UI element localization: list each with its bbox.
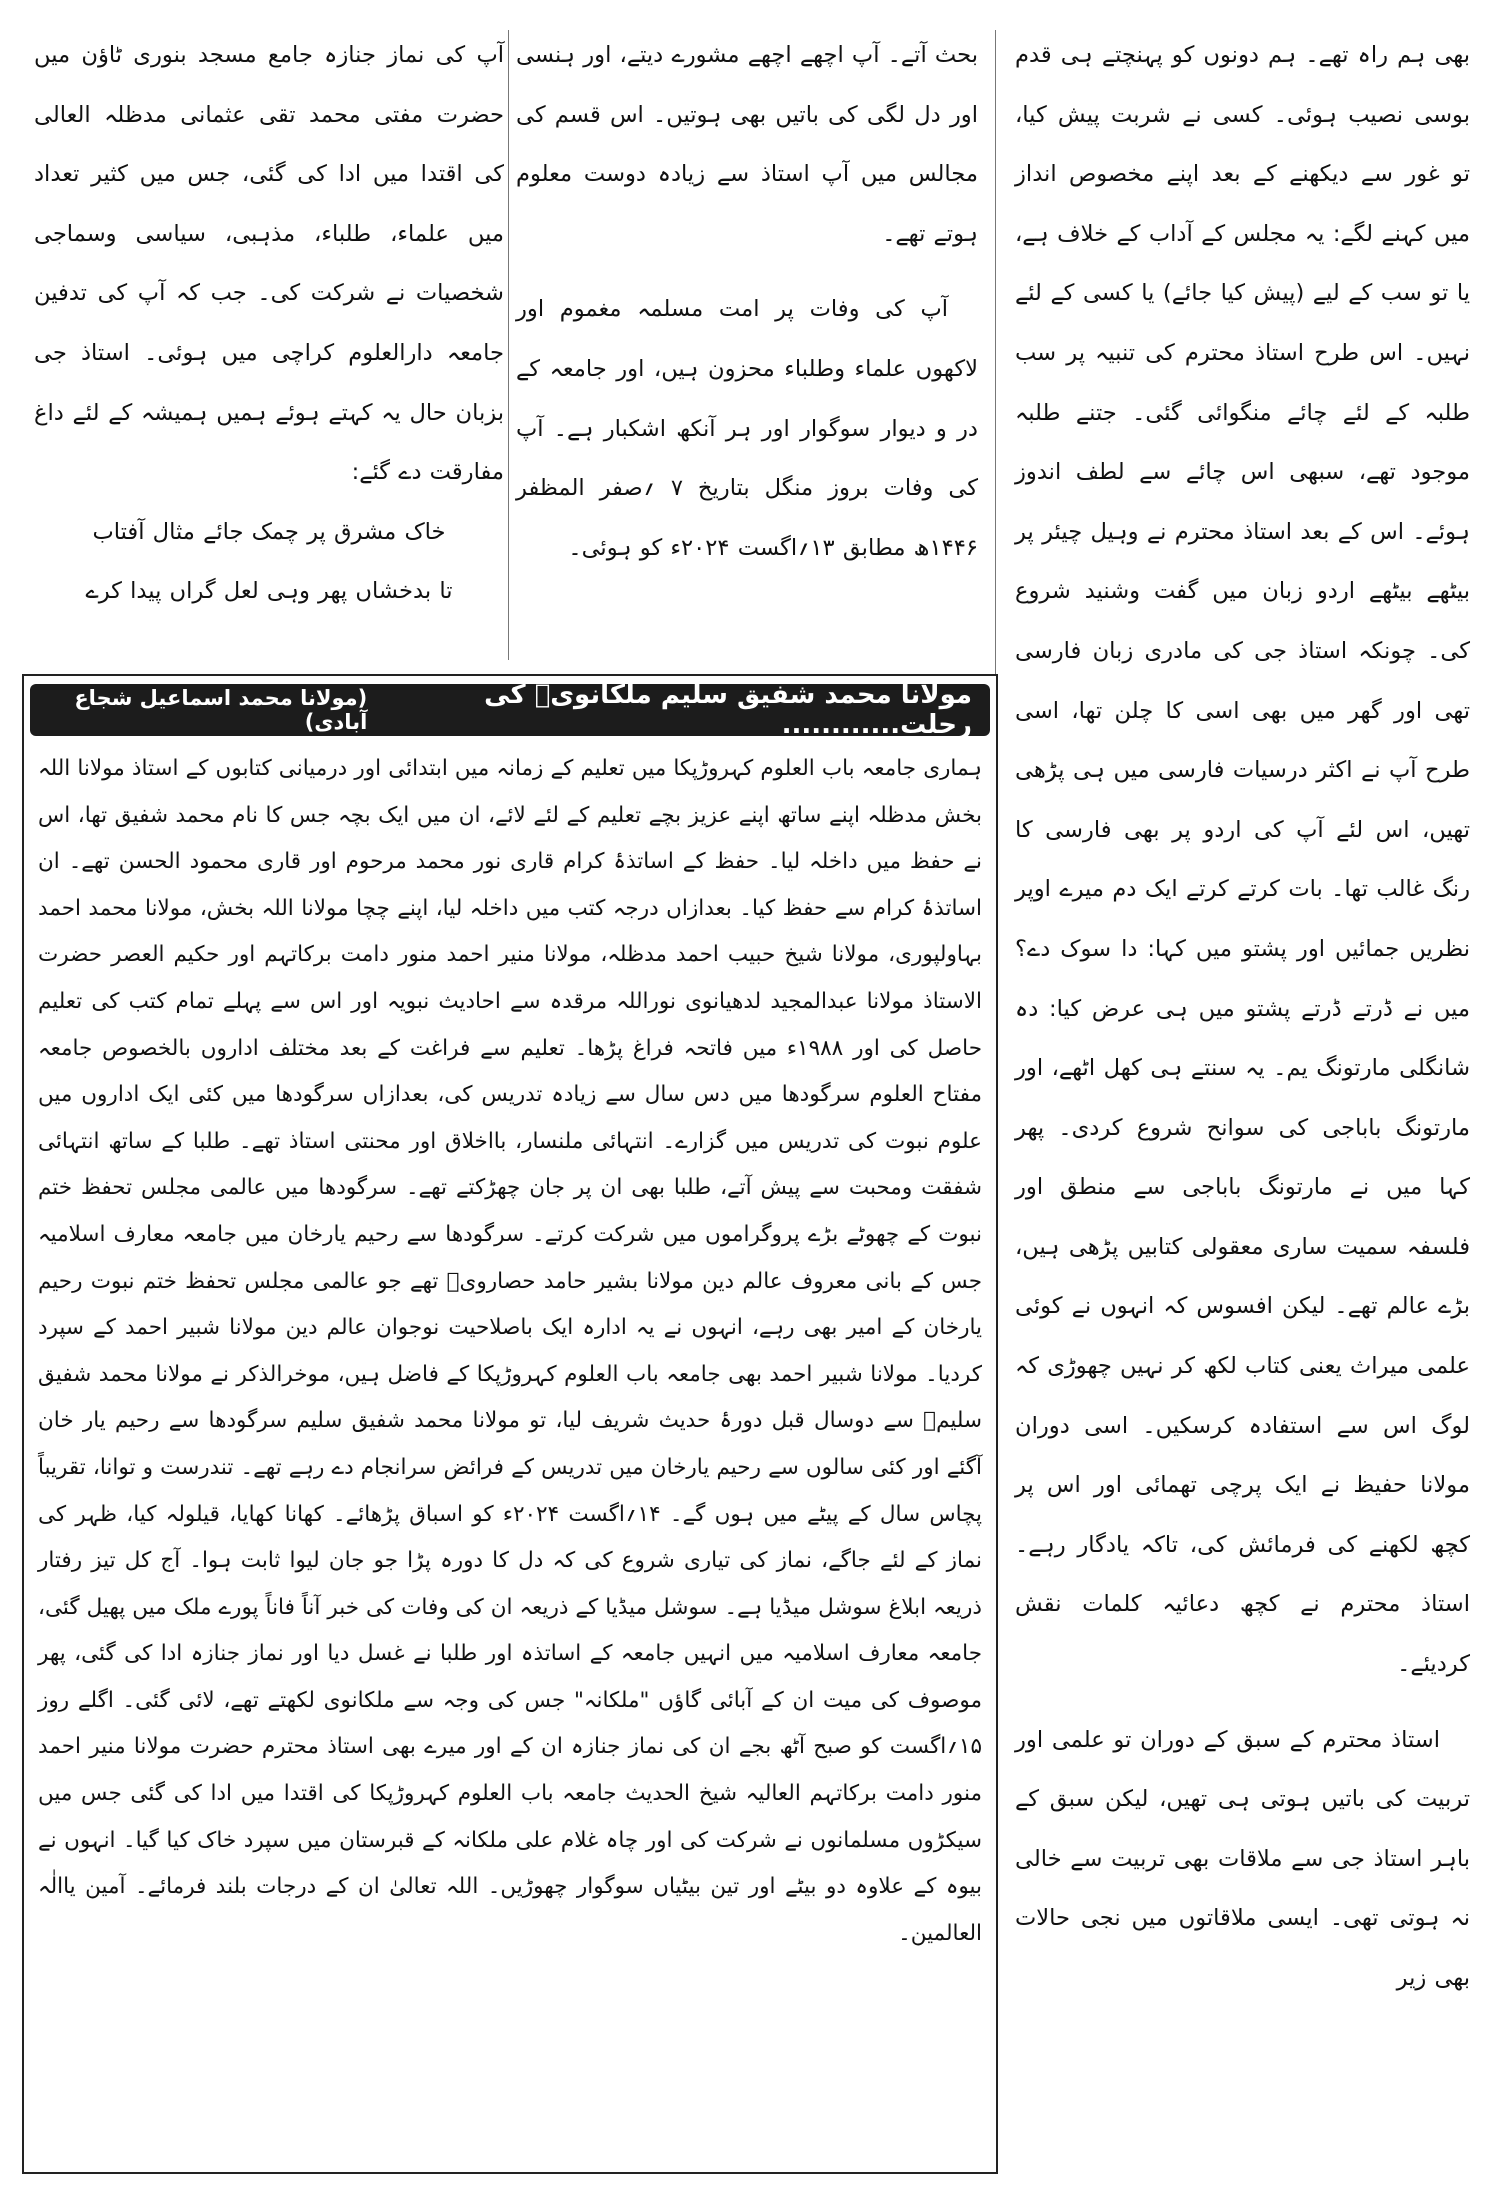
obituary-header: [30, 680, 990, 740]
obituary-title: مولانا محمد شفیق سلیم ملکانویؒ کی رحلت............: [484, 680, 972, 740]
obituary-body: [38, 746, 982, 2162]
verse-line: تا بدخشاں پھر وہی لعل گراں پیدا کرے: [85, 578, 453, 605]
right-column: [1015, 26, 1470, 2186]
middle-column-paragraph: بحث آتے۔ آپ اچھے اچھے مشورے دیتے، اور ہنسی اور دل لگی کی باتیں بھی ہوتیں۔ اس قسم کی مجالس میں آپ استاذ سے زیادہ دوست معلوم ہوتے تھے۔: [516, 42, 978, 247]
obituary-author: (مولانا محمد اسماعیل شجاع آبادی): [74, 686, 368, 734]
verse-line: خاک مشرق پر چمک جائے مثال آفتاب: [92, 518, 446, 545]
obituary-box: [22, 674, 998, 2174]
column-divider: [508, 30, 509, 660]
right-column-paragraph: استاذ محترم کے سبق کے دوران تو علمی اور تربیت کی باتیں ہوتی ہی تھیں، لیکن سبق کے باہر استاذ جی سے ملاقات بھی تربیت سے خالی نہ ہوتی تھی۔ ایسی ملاقاتوں میں نجی حالات بھی زیر: [1015, 1726, 1470, 1991]
left-column: [34, 26, 504, 666]
left-column-paragraph: آپ کی نماز جنازہ جامع مسجد بنوری ٹاؤن میں حضرت مفتی محمد تقی عثمانی مدظلہ العالی کی اقتدا میں ادا کی گئی، جس میں کثیر تعداد میں علماء، طلباء، مذہبی، سیاسی وسماجی شخصیات نے شرکت کی۔ جب کہ آپ کی تدفین جامعہ دارالعلوم کراچی میں ہوئی۔ استاذ جی بزبان حال یہ کہتے ہوئے ہمیں ہمیشہ کے لئے داغ مفارقت دے گئے:: [34, 42, 504, 486]
middle-column: [516, 26, 978, 666]
middle-column-paragraph: آپ کی وفات پر امت مسلمہ مغموم اور لاکھوں علماء وطلباء محزون ہیں، اور جامعہ کے در و دیوار سوگوار اور ہر آنکھ اشکبار ہے۔ آپ کی وفات بروز منگل بتاریخ ۷ ؍صفر المظفر ۱۴۴۶ھ مطابق ۱۳؍اگست ۲۰۲۴ء کو ہوئی۔: [516, 296, 978, 561]
obituary-paragraph: ہماری جامعہ باب العلوم کہروڑپکا میں تعلیم کے زمانہ میں ابتدائی اور درمیانی کتابوں کے استاذ مولانا اللہ بخش مدظلہ اپنے ساتھ اپنے عزیز بچے تعلیم کے لئے لائے، ان میں ایک بچہ جس کا نام محمد شفیق تھا، اس نے حفظ میں داخلہ لیا۔ حفظ کے اساتذۂ کرام قاری نور محمد مرحوم اور قاری محمود الحسن تھے۔ ان اساتذۂ کرام سے حفظ کیا۔ بعدازاں درجہ کتب میں داخلہ لیا، اپنے چچا مولانا اللہ بخش، مولانا محمد احمد بہاولپوری، مولانا شیخ حبیب احمد مدظلہ، مولانا منیر احمد منور دامت برکاتہم اور حکیم العصر حضرت الاستاذ مولانا عبدالمجید لدھیانوی نوراللہ مرقدہ سے احادیث نبویہ اور اس سے پہلے تمام کتب کی تعلیم حاصل کی اور ۱۹۸۸ء میں فاتحہ فراغ پڑھا۔ تعلیم سے فراغت کے بعد مختلف اداروں بالخصوص جامعہ مفتاح العلوم سرگودھا میں دس سال سے زیادہ تدریس کی، بعدازاں سرگودھا میں کئی ایک اداروں میں علوم نبوت کی تدریس میں گزارے۔ انتہائی ملنسار، بااخلاق اور محنتی استاذ تھے۔ طلبا کے ساتھ انتہائی شفقت ومحبت سے پیش آتے، طلبا بھی ان پر جان چھڑکتے تھے۔ سرگودھا میں عالمی مجلس تحفظ ختم نبوت کے چھوٹے بڑے پروگراموں میں شرکت کرتے۔ سرگودھا سے رحیم یارخان میں جامعہ معارف اسلامیہ جس کے بانی معروف عالم دین مولانا بشیر حامد حصارویؒ تھے جو عالمی مجلس تحفظ ختم نبوت رحیم یارخان کے امیر بھی رہے، انہوں نے یہ ادارہ ایک باصلاحیت نوجوان عالم دین مولانا شبیر احمد کے سپرد کردیا۔ مولانا شبیر احمد بھی جامعہ باب العلوم کہروڑپکا کے فاضل ہیں، موخرالذکر نے مولانا محمد شفیق سلیمؒ سے دوسال قبل دورۂ حدیث شریف لیا، تو مولانا محمد شفیق سلیم سرگودھا سے رحیم یار خان آگئے اور کئی سالوں سے رحیم یارخان میں تدریس کے فرائض سرانجام دے رہے تھے۔ تندرست و توانا، تقریباً پچاس سال کے پیٹے میں ہوں گے۔ ۱۴؍اگست ۲۰۲۴ء کو اسباق پڑھائے۔ کھانا کھایا، قیلولہ کیا، ظہر کی نماز کے لئے جاگے، نماز کی تیاری شروع کی کہ دل کا دورہ پڑا جو جان لیوا ثابت ہوا۔ آج کل تیز رفتار ذریعہ ابلاغ سوشل میڈیا ہے۔ سوشل میڈیا کے ذریعہ ان کی وفات کی خبر آناً فاناً پورے ملک میں پھیل گئی، جامعہ معارف اسلامیہ میں انہیں جامعہ کے اساتذہ اور طلبا نے غسل دیا اور نماز جنازہ ادا کی گئی، پھر موصوف کی میت ان کے آبائی گاؤں "ملکانہ" جس کی وجہ سے ملکانوی لکھتے تھے، لائی گئی۔ اگلے روز ۱۵؍اگست کو صبح آٹھ بجے ان کی نماز جنازہ ان کے اور میرے بھی استاذ محترم حضرت مولانا منیر احمد منور دامت برکاتہم العالیہ شیخ الحدیث جامعہ باب العلوم کہروڑپکا کی اقتدا میں ادا کی گئی جس میں سیکڑوں مسلمانوں نے شرکت کی اور چاہ غلام علی ملکانہ کے قبرستان میں سپرد خاک کیا گیا۔ انہوں نے بیوہ کے علاوہ دو بیٹے اور تین بیٹیاں سوگوار چھوڑیں۔ اللہ تعالیٰ ان کے درجات بلند فرمائے۔ آمین یاالٰہ العالمین۔: [38, 756, 982, 1946]
right-column-paragraph: بھی ہم راہ تھے۔ ہم دونوں کو پہنچتے ہی قدم بوسی نصیب ہوئی۔ کسی نے شربت پیش کیا، تو غور سے دیکھنے کے بعد اپنے مخصوص انداز میں کہنے لگے: یہ مجلس کے آداب کے خلاف ہے، یا تو سب کے لیے (پیش کیا جائے) یا کسی کے لئے نہیں۔ اس طرح استاذ محترم کی تنبیہ پر سب طلبہ کے لئے چائے منگوائی گئی۔ جتنے طلبہ موجود تھے، سبھی اس چائے سے لطف اندوز ہوئے۔ اس کے بعد استاذ محترم نے وہیل چیئر پر بیٹھے بیٹھے اردو زبان میں گفت وشنید شروع کی۔ چونکہ استاذ جی کی مادری زبان فارسی تھی اور گھر میں بھی اسی کا چلن تھا، اسی طرح آپ نے اکثر درسیات فارسی میں ہی پڑھی تھیں، اس لئے آپ کی اردو پر بھی فارسی کا رنگ غالب تھا۔ بات کرتے کرتے ایک دم میرے اوپر نظریں جمائیں اور پشتو میں کہا: دا سوک دے؟ میں نے ڈرتے ڈرتے پشتو میں ہی عرض کیا: دہ شانگلی مارتونگ یم۔ یہ سنتے ہی کھل اٹھے، اور مارتونگ باباجی کی سوانح شروع کردی۔ پھر کہا میں نے مارتونگ باباجی سے منطق اور فلسفہ سمیت ساری معقولی کتابیں پڑھی ہیں، بڑے عالم تھے۔ لیکن افسوس کہ انہوں نے کوئی علمی میراث یعنی کتاب لکھ کر نہیں چھوڑی کہ لوگ اس سے استفادہ کرسکیں۔ اسی دوران مولانا حفیظ نے ایک پرچی تھمائی اور اس پر کچھ لکھنے کی فرمائش کی، تاکہ یادگار رہے۔ استاذ محترم نے کچھ دعائیہ کلمات نقش کردیئے۔: [1015, 42, 1470, 1678]
